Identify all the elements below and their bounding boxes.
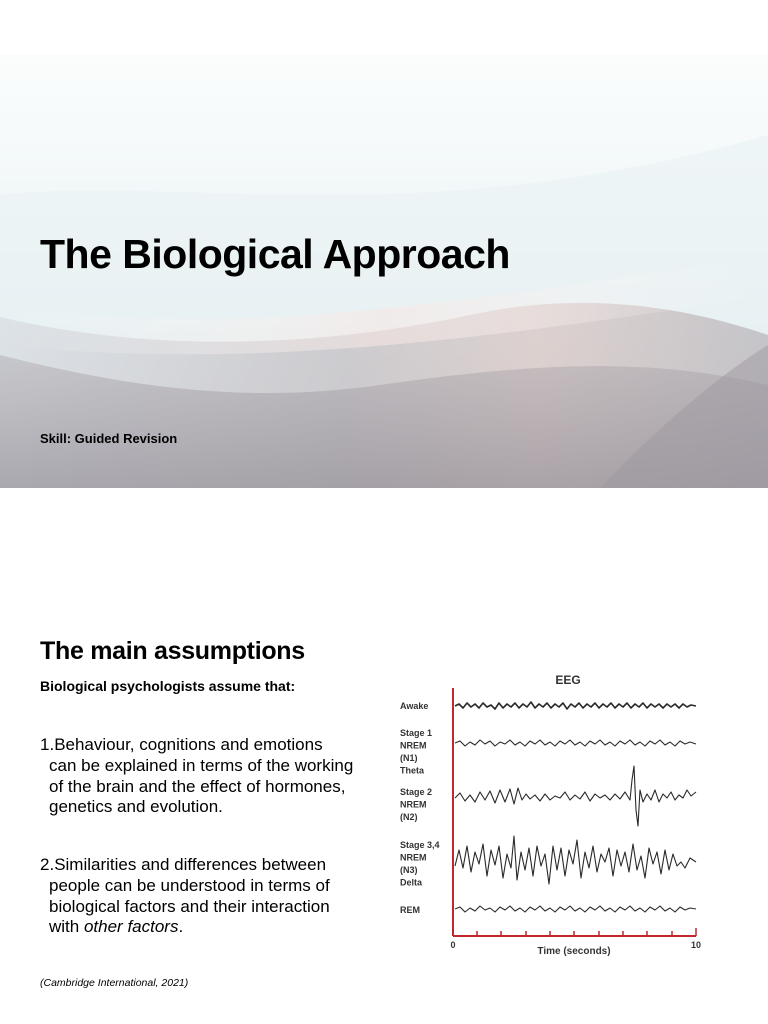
title-slide	[0, 55, 768, 488]
row-label-stage1: Stage 1 NREM (N1) Theta	[400, 728, 433, 776]
section-subheading: Biological psychologists assume that:	[40, 678, 296, 694]
x-axis-label: Time (seconds)	[537, 946, 611, 957]
x-axis-end: 10	[690, 940, 702, 950]
eeg-figure	[380, 640, 720, 1000]
x-axis-start: 0	[450, 940, 456, 950]
assumption-item-2	[40, 855, 354, 938]
row-label-stage34: Stage 3,4 NREM (N3) Delta	[400, 840, 440, 888]
row-label-awake: Awake	[400, 701, 429, 711]
slide-title: The Biological Approach	[40, 231, 510, 277]
item-end: .	[178, 917, 184, 937]
section-heading: The main assumptions	[40, 637, 305, 665]
item-number: 2.	[40, 855, 55, 874]
item-text: Behaviour, cognitions and emotions can be explained in terms of the working of the brain and the effect of hormones, genetics and evolution.	[49, 735, 354, 817]
row-label-rem: REM	[400, 905, 420, 915]
item-number: 1.	[40, 735, 55, 754]
skill-label: Skill: Guided Revision	[40, 431, 178, 446]
eeg-title: EEG	[555, 673, 581, 687]
row-label-stage2: Stage 2 NREM (N2)	[400, 787, 433, 822]
item-emphasis: other factors	[83, 917, 179, 937]
item-text: Similarities and differences between people can be understood in terms of biological factors and their interaction with	[49, 855, 330, 937]
citation: (Cambridge International, 2021)	[40, 977, 189, 989]
assumption-item-1	[40, 735, 354, 818]
